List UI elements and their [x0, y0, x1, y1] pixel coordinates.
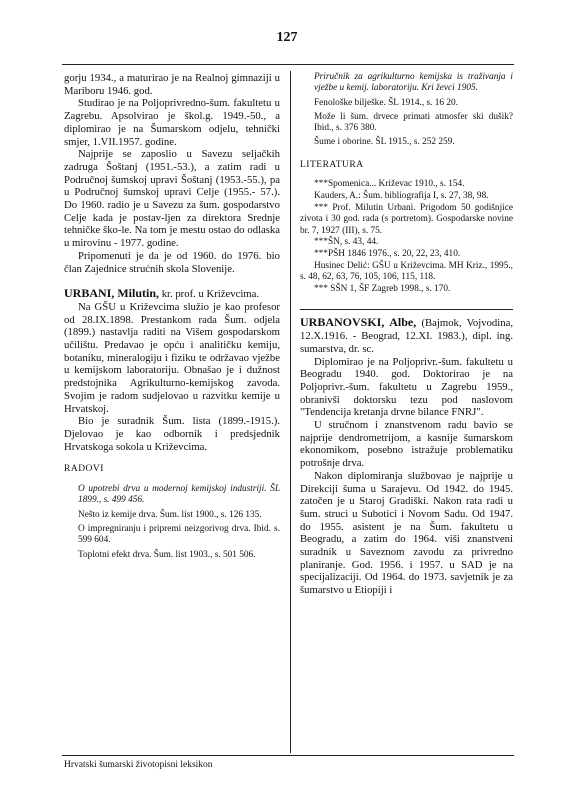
left-column — [64, 72, 280, 564]
entry-heading-urbanovski — [300, 316, 513, 355]
paragraph: Studirao je na Poljoprivredno-šum. fakultetu u Zagrebu. Apsolvirao je škol.g. 1949.-50., a diplomirao je na Šumarskom odjelu, tehnički smjer, 1.VII.1957. godine. — [64, 97, 280, 148]
section-heading-radovi: RADOVI — [64, 464, 104, 475]
literature-item: ***Spomenica... Križevac 1910., s. 154. — [314, 179, 465, 190]
paragraph: Na GŠU u Križevcima služio je kao profesor od 28.IX.1898. Prestankom rada Šum. odjela (1899.) nastavlja raditi na Višem gospodarskom učilištu. Predavao je opću i analitičku kemiju, botaniku, mineralogiju i fiziku te održavao vježbe u kemijskom laboratoriju. Obnašao je i dužnost predstojnika Agrikulturno-kemijskog zavoda. Svojim je radom sudjelovao u razvitku kemije u Hrvatskoj. — [64, 300, 280, 415]
bibliography-item: Nešto iz kemije drva. Šum. list 1900., s. 126 135. — [78, 509, 262, 520]
entry-description: kr. prof. u Križevcima. — [159, 288, 260, 301]
bibliography-item: O impregniranju i pripremi neizgorivog drva. Ibid. s. 599 604. — [78, 523, 280, 546]
entry-name: URBANI, Milutin, — [64, 286, 160, 301]
paragraph: Najprije se zaposlio u Savezu seljačkih zadruga Šoštanj (1951.-53.), a zatim radi u Područnoj šumskoj upravi Šoštanj (1953.-55.), pa u Područnoj šumskoj upravi Celje (1955.- 57.). Do 1960. radio je u Savezu za šum. gospodarstvo Celje kada je postav-ljen za direktora Srednje tehničke ško-le. Na tom je mestu ostao do odlaska u mirovinu - 1977. godine. — [64, 148, 280, 250]
bibliography-item: Može li šum. drvece primati atmosfer ski dušik? Ibid., s. 376 380. — [314, 111, 513, 134]
literature-item: ***PŠH 1846 1976., s. 20, 22, 23, 410. — [314, 249, 461, 260]
bibliography-item: Priručnik za agrikulturno kemijska is traživanja i vježbe u kemij. laboratoriju. Kri ževci 1905. — [314, 72, 513, 94]
paragraph: Bio je suradnik Šum. lista (1899.-1915.). Djelovao je kao odbornik i predsjednik Hrvatskoga sokola u Križevcima. — [64, 415, 280, 453]
literature-item: *** SŠN 1, ŠF Zagreb 1998., s. 170. — [314, 283, 451, 294]
entry-heading-urbani — [64, 287, 280, 301]
bibliography-item: Fenološke bilješke. ŠL 1914., s. 16 20. — [314, 97, 459, 108]
bibliography-item: Toplotni efekt drva. Šum. list 1903., s. 501 506. — [78, 549, 256, 560]
footer-text: Hrvatski šumarski životopisni leksikon — [64, 760, 213, 770]
entry-description: (Bajmok, Vojvodina, 12.X.1916. - Beograd, 12.XI. 1983.), dipl. ing. sumarstva, dr. sc. — [300, 317, 513, 355]
literature-item: Husinec Delić: GŠU u Križevcima. MH Kriz., 1995., s. 48, 62, 63, 76, 105, 106, 115, 118. — [300, 260, 513, 283]
entry-separator — [300, 309, 513, 310]
footer-rule — [62, 755, 514, 756]
column-divider — [290, 71, 291, 753]
header-rule — [62, 64, 514, 65]
literature-item: *** Prof. Milutin Urbani. Prigodom 50 godišnjice zivota i 30 god. rada (s portretom). Gospodarske novine br. 7, 1927 (III), s. 75. — [300, 202, 513, 236]
literature-item: Kauders, A.: Šum. bibliografija I, s. 27, 38, 98. — [314, 191, 489, 202]
paragraph: Diplomirao je na Poljoprivr.-šum. fakultetu u Beogradu 1940. god. Doktorirao je na Poljoprivr.-šum. fakultetu u Zagrebu 1959., obranivši doktorsku tezu pod naslovom "Tendencija kretanja drvne bilance FNRJ". — [300, 355, 513, 419]
entry-name: URBANOVSKI, Albe, — [300, 315, 417, 330]
paragraph: gorju 1934., a maturirao je na Realnoj gimnaziji u Mariboru 1946. god. — [64, 72, 280, 97]
right-column — [300, 72, 513, 597]
paragraph: Pripomenuti je da je od 1960. do 1976. bio član Zajednice strućnih skola Slovenije. — [64, 249, 280, 275]
bibliography-item: Šume i oborine. ŠL 1915., s. 252 259. — [314, 137, 455, 148]
literature-item: ***ŠN, s. 43, 44. — [314, 237, 379, 248]
section-heading-literatura: LITERATURA — [300, 159, 364, 170]
page-number: 127 — [276, 30, 298, 45]
paragraph: Nakon diplomiranja službovao je najprije u Direkciji šuma u Sarajevu. Od 1942. do 1945. zatočen je u Staroj Gradiški. Nakon rata radi u šum. struci u Subotici i Novom Sadu. Od 1947. do 1955. asistent je na Šum. fakultetu u Beogradu, a zatim do 1964. viši znanstveni suradnik u Saveznom zavodu za privredno planiranje. God. 1956. i 1957. u SAD je na specijalizaciji. Od 1964. do 1973. savjetnik je za šumarstvo u Etiopiji i — [300, 469, 513, 597]
paragraph: U stručnom i znanstvenom radu bavio se najprije dendrometrijom, a kasnije šumarskom ekonomikom, posebno istražuje problematiku potrošnje drva. — [300, 419, 513, 470]
bibliography-item: O upotrebi drva u modernoj kemijskoj industriji. ŠL 1899., s. 499 456. — [78, 484, 280, 506]
